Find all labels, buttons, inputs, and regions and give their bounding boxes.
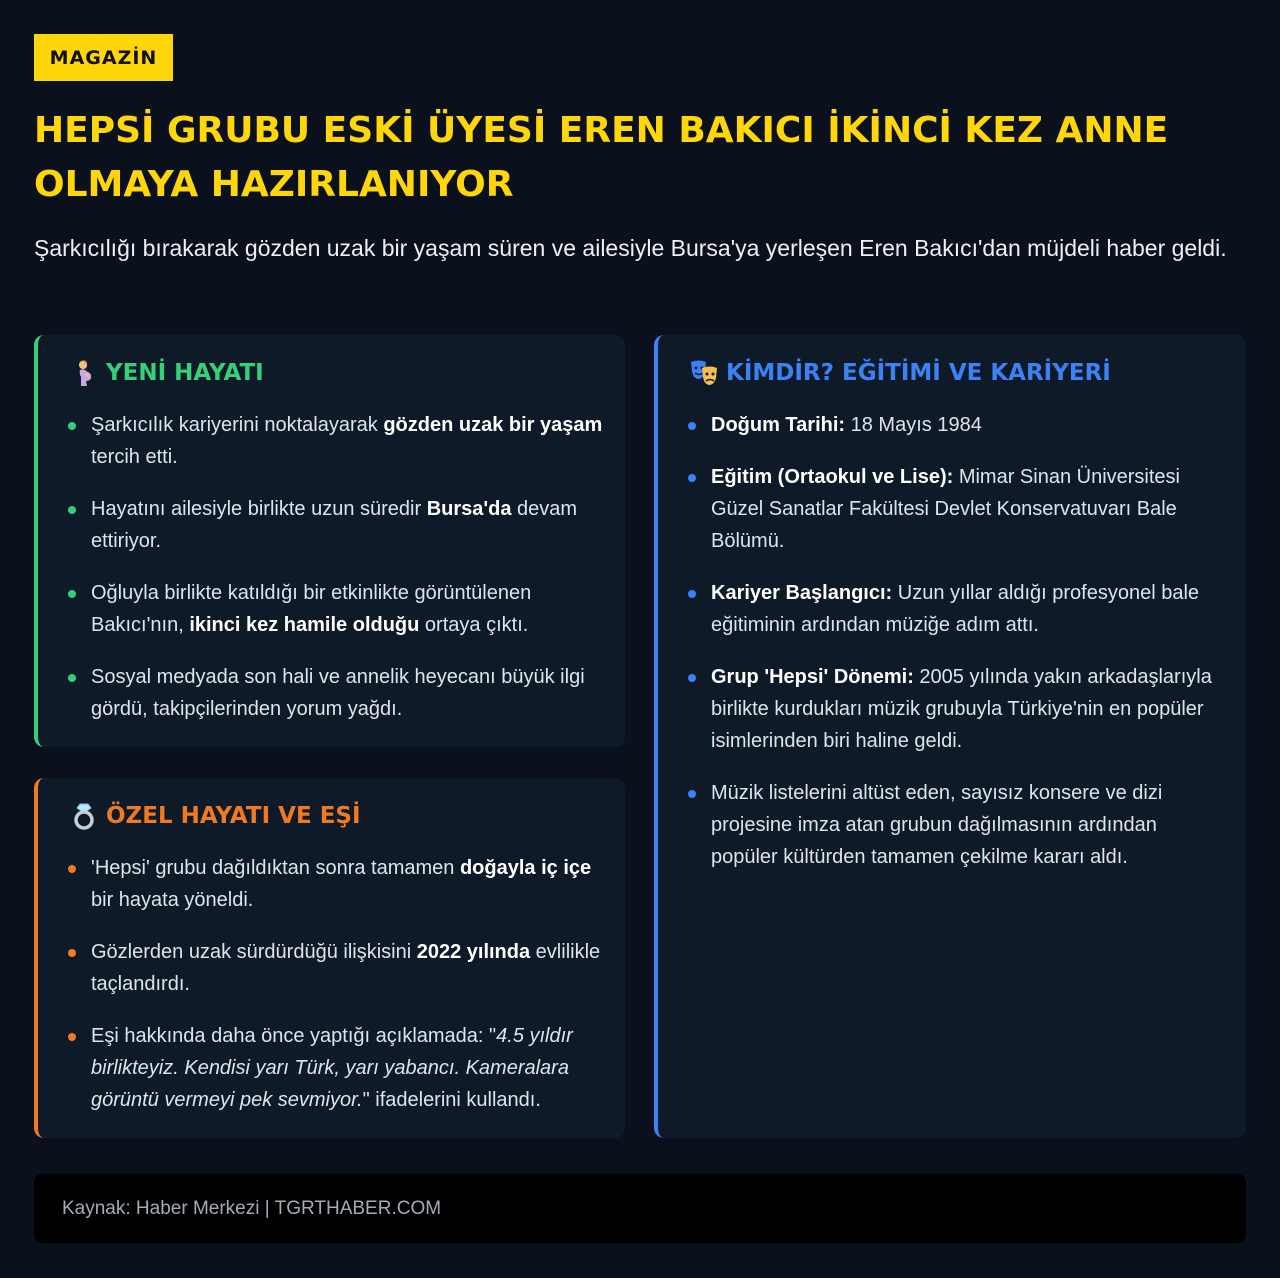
list-item: Sosyal medyada son hali ve annelik heyecanı büyük ilgi gördü, takipçilerinden yorum yağdı. bbox=[68, 661, 605, 725]
list-item: Oğluyla birlikte katıldığı bir etkinlikte görüntülenen Bakıcı'nın, ikinci kez hamile olduğu ortaya çıktı. bbox=[68, 577, 605, 641]
theater-masks-icon bbox=[688, 357, 720, 389]
card-private-life bbox=[34, 778, 625, 1138]
lead-text: Şarkıcılığı bırakarak gözden uzak bir yaşam süren ve ailesiyle Bursa'ya yerleşen Eren Bakıcı'dan müjdeli haber geldi. bbox=[34, 235, 1227, 261]
card-header bbox=[68, 357, 605, 389]
card-title: YENİ HAYATI bbox=[106, 360, 264, 386]
list-item: Gözlerden uzak sürdürdüğü ilişkisini 2022 yılında evlilikle taçlandırdı. bbox=[68, 936, 605, 1000]
category-badge[interactable]: MAGAZİN bbox=[34, 34, 173, 81]
list-item: 'Hepsi' grubu dağıldıktan sonra tamamen doğayla iç içe bir hayata yöneldi. bbox=[68, 852, 605, 916]
card-header bbox=[688, 357, 1226, 389]
list-item: Kariyer Başlangıcı: Uzun yıllar aldığı profesyonel bale eğitiminin ardından müziğe adım attı. bbox=[688, 577, 1226, 641]
ring-icon bbox=[68, 800, 100, 832]
bullet-list bbox=[68, 852, 605, 1116]
card-header bbox=[68, 800, 605, 832]
list-item: Hayatını ailesiyle birlikte uzun süredir Bursa'da devam ettiriyor. bbox=[68, 493, 605, 557]
card-title: ÖZEL HAYATI VE EŞİ bbox=[106, 803, 361, 829]
list-item: Şarkıcılık kariyerini noktalayarak gözden uzak bir yaşam tercih etti. bbox=[68, 409, 605, 473]
source-footer: Kaynak: Haber Merkezi | TGRTHABER.COM bbox=[34, 1174, 1246, 1243]
bullet-list bbox=[688, 409, 1226, 873]
pregnant-woman-icon bbox=[68, 357, 100, 389]
bullet-list bbox=[68, 409, 605, 725]
list-item: Doğum Tarihi: 18 Mayıs 1984 bbox=[688, 409, 1226, 441]
list-item: Grup 'Hepsi' Dönemi: 2005 yılında yakın arkadaşlarıyla birlikte kurdukları müzik grubuyla Türkiye'nin en popüler isimlerinden biri haline geldi. bbox=[688, 661, 1226, 757]
list-item: Müzik listelerini altüst eden, sayısız konsere ve dizi projesine imza atan grubun dağılmasının ardından popüler kültürden tamamen çekilme kararı aldı. bbox=[688, 777, 1226, 873]
list-item: Eşi hakkında daha önce yaptığı açıklamada: "4.5 yıldır birlikteyiz. Kendisi yarı Türk, yarı yabancı. Kameralara görüntü vermeyi pek sevmiyor." ifadelerini kullandı. bbox=[68, 1020, 605, 1116]
card-title: KİMDİR? EĞİTİMİ VE KARİYERİ bbox=[726, 360, 1111, 386]
list-item: Eğitim (Ortaokul ve Lise): Mimar Sinan Üniversitesi Güzel Sanatlar Fakültesi Devlet Konservatuvarı Bale Bölümü. bbox=[688, 461, 1226, 557]
card-new-life bbox=[34, 335, 625, 747]
card-career bbox=[654, 335, 1246, 1138]
headline: HEPSİ GRUBU ESKİ ÜYESİ EREN BAKICI İKİNCİ KEZ ANNE OLMAYA HAZIRLANIYOR bbox=[34, 110, 1169, 205]
